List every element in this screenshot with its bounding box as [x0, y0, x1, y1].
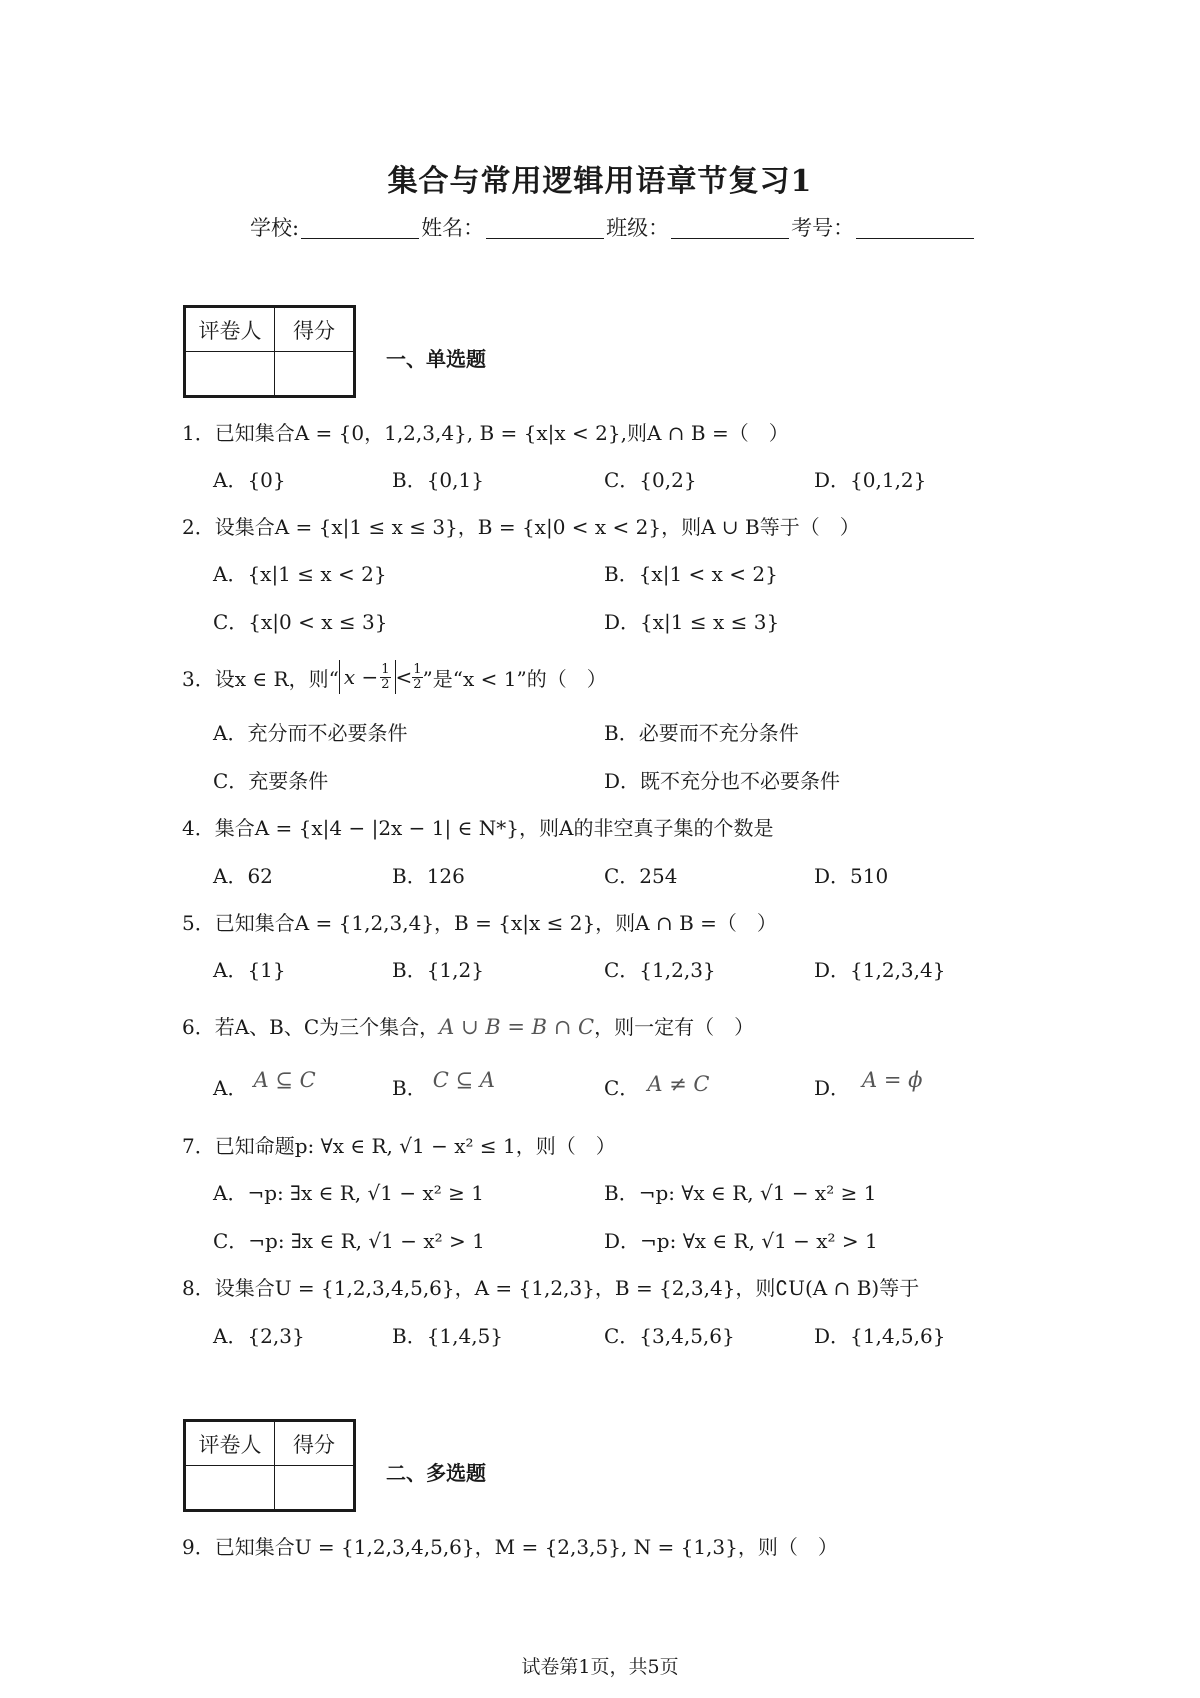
q1-option-b: B．{0,1} [392, 468, 484, 492]
q6-c-math: A ≠ C [647, 1072, 710, 1096]
grader-cell-2 [185, 1466, 275, 1511]
q3-lt: < [395, 665, 413, 689]
q6-b-math: C ⊆ A [432, 1068, 495, 1092]
q7-option-b: B．¬p: ∀x ∈ R, √1 − x² ≥ 1 [604, 1181, 877, 1205]
name-label: 姓名： [421, 216, 485, 240]
q8-option-a: A．{2,3} [213, 1324, 305, 1348]
q4-option-a: A．62 [213, 864, 273, 888]
name-blank [486, 217, 604, 239]
class-label: 班级： [606, 216, 670, 240]
q4-option-d: D．510 [814, 864, 889, 888]
q6-option-a [213, 1068, 316, 1101]
exam-no-blank [856, 217, 974, 239]
page-title: 集合与常用逻辑用语章节复习1 [387, 164, 813, 199]
student-info-row [250, 212, 976, 242]
q7-option-c: C．¬p: ∃x ∈ R, √1 − x² > 1 [213, 1229, 485, 1253]
q3-frac1-num: 1 [381, 661, 390, 677]
q2-option-c: C．{x|0 < x ≤ 3} [213, 610, 388, 634]
question-9: 9．已知集合U = {1,2,3,4,5,6}，M = {2,3,5}, N = {1,3}，则（ ） [182, 1535, 838, 1559]
q2-option-b: B．{x|1 < x < 2} [604, 562, 778, 586]
q3-fraction-1 [380, 663, 390, 692]
q3-frac2-num: 1 [413, 661, 422, 677]
q4-option-b: B．126 [392, 864, 465, 888]
school-label: 学校: [250, 216, 300, 240]
q1-option-d: D．{0,1,2} [814, 468, 927, 492]
grader-header: 评卷人 [185, 307, 275, 352]
q6-stem-post: ，则一定有（ ） [594, 1015, 755, 1039]
section-single-choice: 一、单选题 [386, 347, 486, 371]
question-2: 2．设集合A = {x|1 ≤ x ≤ 3}，B = {x|0 < x < 2}，则A ∪ B等于（ ） [182, 515, 860, 539]
q6-option-c [604, 1072, 710, 1101]
q3-abs-value [339, 660, 396, 694]
q3-option-c: C．充要条件 [213, 769, 329, 793]
q3-stem-pre: 3．设x ∈ R，则“ [182, 666, 339, 691]
q6-stem-pre: 6．若A、B、C为三个集合， [182, 1015, 440, 1039]
q3-option-b: B．必要而不充分条件 [604, 721, 799, 745]
q5-option-c: C．{1,2,3} [604, 958, 716, 982]
section-multiple-choice: 二、多选题 [386, 1461, 486, 1485]
score-cell-2 [275, 1466, 355, 1511]
q4-option-c: C．254 [604, 864, 678, 888]
q6-a-label: A． [213, 1076, 248, 1100]
question-3 [182, 660, 607, 694]
q6-d-label: D． [814, 1076, 851, 1100]
q5-option-d: D．{1,2,3,4} [814, 958, 946, 982]
grading-table-1 [183, 305, 356, 398]
q1-option-a: A．{0} [213, 468, 286, 492]
grader-cell [185, 352, 275, 397]
grading-table-2 [183, 1419, 356, 1512]
question-5: 5．已知集合A = {1,2,3,4}，B = {x|x ≤ 2}，则A ∩ B =（ ） [182, 911, 777, 935]
q5-option-a: A．{1} [213, 958, 286, 982]
q6-d-math: A = ϕ [862, 1068, 923, 1092]
q2-option-d: D．{x|1 ≤ x ≤ 3} [604, 610, 780, 634]
page-footer: 试卷第1页，共5页 [521, 1656, 679, 1678]
q7-option-d: D．¬p: ∀x ∈ R, √1 − x² > 1 [604, 1229, 878, 1253]
q8-option-b: B．{1,4,5} [392, 1324, 504, 1348]
q3-frac2-den: 2 [413, 676, 422, 692]
q8-option-c: C．{3,4,5,6} [604, 1324, 735, 1348]
score-header: 得分 [275, 307, 355, 352]
q6-stem-math: A ∪ B = B ∩ C [439, 1015, 595, 1039]
q6-b-label: B． [392, 1076, 427, 1100]
q3-stem-post: ”是“x < 1”的（ ） [422, 666, 607, 691]
q3-option-a: A．充分而不必要条件 [213, 721, 408, 745]
q3-frac1-den: 2 [381, 676, 390, 692]
q1-option-c: C．{0,2} [604, 468, 697, 492]
school-blank [301, 217, 419, 239]
q2-option-a: A．{x|1 ≤ x < 2} [213, 562, 387, 586]
question-7: 7．已知命题p: ∀x ∈ R, √1 − x² ≤ 1，则（ ） [182, 1134, 616, 1158]
score-cell [275, 352, 355, 397]
question-8: 8．设集合U = {1,2,3,4,5,6}，A = {1,2,3}，B = {2,3,4}，则∁U(A ∩ B)等于 [182, 1276, 920, 1300]
question-4: 4．集合A = {x|4 − |2x − 1| ∈ N*}，则A的非空真子集的个数是 [182, 816, 774, 840]
q8-option-d: D．{1,4,5,6} [814, 1324, 946, 1348]
q6-c-label: C． [604, 1076, 640, 1100]
question-1: 1．已知集合A = {0，1,2,3,4}, B = {x|x < 2},则A ∩ B =（ ） [182, 421, 789, 445]
q3-fraction-2 [412, 663, 422, 692]
q6-a-math: A ⊆ C [253, 1068, 316, 1092]
class-blank [671, 217, 789, 239]
q6-option-d [814, 1068, 923, 1101]
q6-option-b [392, 1068, 495, 1101]
q3-option-d: D．既不充分也不必要条件 [604, 769, 841, 793]
exam-no-label: 考号： [791, 216, 855, 240]
q7-option-a: A．¬p: ∃x ∈ R, √1 − x² ≥ 1 [213, 1181, 484, 1205]
question-6 [182, 1011, 754, 1040]
grader-header-2: 评卷人 [185, 1421, 275, 1466]
q3-abs-inner: x − [343, 665, 379, 689]
score-header-2: 得分 [275, 1421, 355, 1466]
q5-option-b: B．{1,2} [392, 958, 484, 982]
